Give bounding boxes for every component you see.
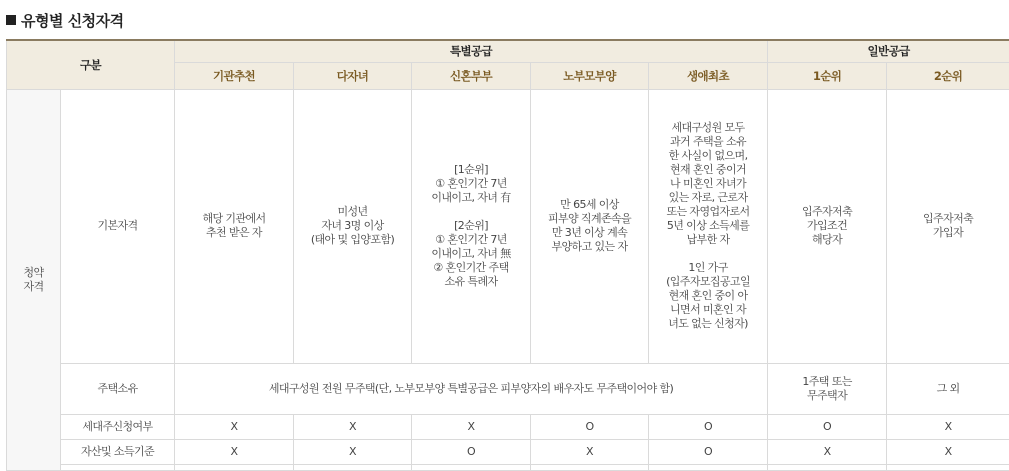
table-cell: O [412,439,531,464]
table-cell-empty [531,464,649,470]
table-cell-empty [649,464,768,470]
table-cell-empty [768,464,887,470]
table-cell: X [175,414,294,439]
table-cell: 미성년 자녀 3명 이상 (태아 및 입양포함) [294,89,412,363]
table-cell: 그 외 [887,363,1009,414]
col-header-rank-1: 1순위 [768,62,887,89]
table-row-household-head [7,414,1009,439]
row-label-basic: 기본자격 [61,89,175,363]
table-cell: X [531,439,649,464]
table-cell-empty [412,464,531,470]
table-cell: 입주자저축 가입조건 해당자 [768,89,887,363]
section-label-eligibility: 청약 자격 [7,89,61,470]
table-cell-empty [61,464,175,470]
table-cell: 1주택 또는 무주택자 [768,363,887,414]
table-cell: X [768,439,887,464]
table-cell: X [412,414,531,439]
table-cell: [1순위] ① 혼인기간 7년 이내이고, 자녀 有 [2순위] ① 혼인기간 7년 이내이고, 자녀 無 ② 혼인기간 주택 소유 특례자 [412,89,531,363]
table-cell: 해당 기관에서 추천 받은 자 [175,89,294,363]
table-row-asset-income [7,439,1009,464]
row-label-housing: 주택소유 [61,363,175,414]
table-cell: X [887,414,1009,439]
col-header-elderly-parent: 노부모부양 [531,62,649,89]
table-cell: 세대구성원 모두 과거 주택을 소유 한 사실이 없으며, 현재 혼인 중이거 나 미혼인 자녀가 있는 자로, 근로자 또는 자영업자로서 5년 이상 소득세를 납부한 자 1인 가구 (입주자모집공고일 현재 혼인 중이 아 니면서 미혼인 자 녀도 없는 신청자) [649,89,768,363]
table-cell: O [531,414,649,439]
table-cell: O [768,414,887,439]
table-row-cut-off [7,464,1009,470]
square-bullet-icon [6,15,16,25]
table-cell-housing-merged: 세대구성원 전원 무주택(단, 노부모부양 특별공급은 피부양자의 배우자도 무주택이어야 함) [175,363,768,414]
general-supply-header: 일반공급 [768,40,1009,62]
col-header-first-time: 생애최초 [649,62,768,89]
table-cell: O [649,414,768,439]
table-cell: O [649,439,768,464]
table-cell: X [175,439,294,464]
row-label-asset-income: 자산및 소득기준 [61,439,175,464]
table-row-basic [7,89,1009,363]
corner-header: 구분 [7,40,175,89]
section-title [6,9,124,31]
table-cell: X [294,439,412,464]
special-supply-header: 특별공급 [175,40,768,62]
table-row-housing [7,363,1009,414]
table-cell-empty [887,464,1009,470]
table-cell-empty [175,464,294,470]
row-label-household-head: 세대주신청여부 [61,414,175,439]
table-cell: X [294,414,412,439]
col-header-multi-child: 다자녀 [294,62,412,89]
table-cell-empty [294,464,412,470]
eligibility-table [6,39,1009,471]
section-title-text: 유형별 신청자격 [21,11,124,30]
col-header-rank-2: 2순위 [887,62,1009,89]
table-cell: X [887,439,1009,464]
header-row-groups [7,40,1009,62]
col-header-agency: 기관추천 [175,62,294,89]
col-header-newlywed: 신혼부부 [412,62,531,89]
table-cell: 만 65세 이상 피부양 직계존속을 만 3년 이상 계속 부양하고 있는 자 [531,89,649,363]
table-cell: 입주자저축 가입자 [887,89,1009,363]
